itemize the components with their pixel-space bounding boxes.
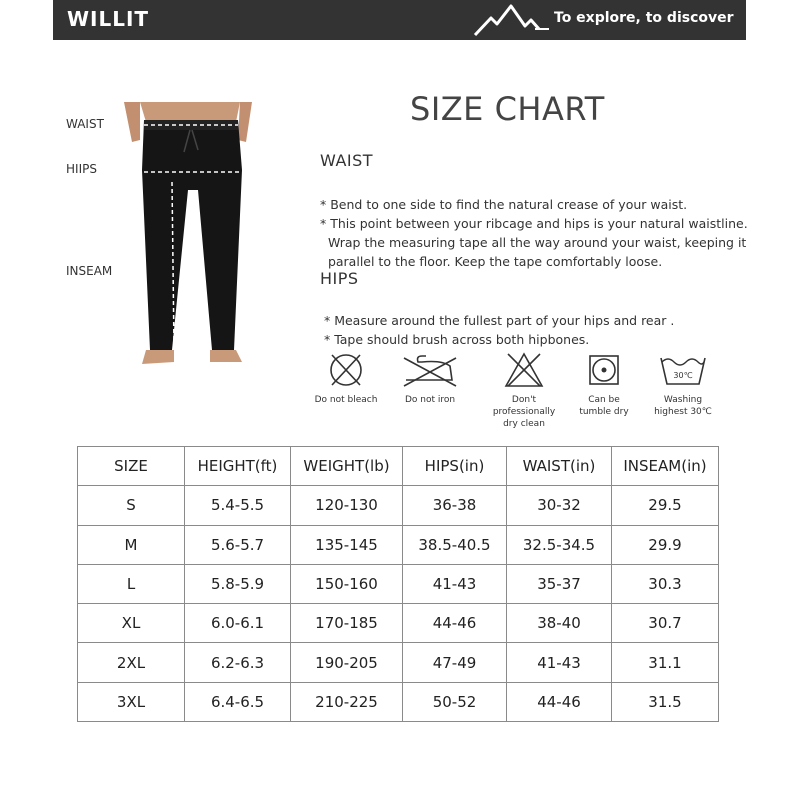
waist-label: WAIST — [66, 117, 104, 131]
table-cell: L — [78, 564, 185, 603]
waist-line: parallel to the floor. Keep the tape comfortably loose. — [320, 254, 663, 269]
table-cell: 30.7 — [612, 604, 719, 643]
hips-line: * Tape should brush across both hipbones. — [320, 332, 590, 347]
page-title: SIZE CHART — [410, 90, 605, 128]
column-header: WEIGHT(lb) — [291, 447, 403, 486]
table-header-row — [78, 447, 719, 486]
table-cell: 2XL — [78, 643, 185, 682]
care-no-dry-clean — [484, 352, 564, 430]
slogan: To explore, to discover — [554, 10, 734, 26]
table-cell: 29.9 — [612, 525, 719, 564]
care-caption: Don't professionally — [492, 395, 556, 417]
hips-line: * Measure around the fullest part of your hips and rear . — [320, 313, 675, 328]
table-cell: 47-49 — [403, 643, 507, 682]
table-cell: 30.3 — [612, 564, 719, 603]
care-do-not-bleach — [306, 352, 386, 406]
table-cell: 5.6-5.7 — [185, 525, 291, 564]
table-cell: 210-225 — [291, 682, 403, 721]
table-cell: 5.4-5.5 — [185, 486, 291, 525]
column-header: HEIGHT(ft) — [185, 447, 291, 486]
waist-line: * This point between your ribcage and hips is your natural waistline. — [320, 216, 748, 231]
table-cell: 150-160 — [291, 564, 403, 603]
table-row — [78, 643, 719, 682]
waist-heading: WAIST — [320, 151, 374, 170]
table-cell: 5.8-5.9 — [185, 564, 291, 603]
column-header: INSEAM(in) — [612, 447, 719, 486]
care-caption: Do not iron — [404, 395, 456, 405]
table-cell: 120-130 — [291, 486, 403, 525]
care-do-not-iron — [390, 352, 470, 406]
washing-temp: 30℃ — [673, 371, 693, 380]
table-cell: 41-43 — [403, 564, 507, 603]
table-cell: 50-52 — [403, 682, 507, 721]
care-caption: tumble dry — [579, 407, 629, 417]
table-cell: 44-46 — [507, 682, 612, 721]
table-cell: 6.0-6.1 — [185, 604, 291, 643]
table-row — [78, 486, 719, 525]
care-tumble-dry — [564, 352, 644, 418]
care-washing — [643, 352, 723, 418]
table-cell: 38.5-40.5 — [403, 525, 507, 564]
waist-line: Wrap the measuring tape all the way around your waist, keeping it — [320, 235, 747, 250]
table-row — [78, 604, 719, 643]
header-banner — [53, 0, 746, 40]
table-cell: 44-46 — [403, 604, 507, 643]
table-cell: 30-32 — [507, 486, 612, 525]
table-cell: 31.5 — [612, 682, 719, 721]
table-cell: 135-145 — [291, 525, 403, 564]
column-header: SIZE — [78, 447, 185, 486]
table-row — [78, 525, 719, 564]
table-cell: 3XL — [78, 682, 185, 721]
do-not-bleach-icon — [326, 352, 366, 388]
care-caption: Do not bleach — [314, 395, 378, 405]
inseam-label: INSEAM — [66, 264, 113, 278]
care-caption: dry clean — [503, 419, 545, 429]
no-dry-clean-icon — [504, 352, 544, 388]
waist-line: * Bend to one side to find the natural crease of your waist. — [320, 197, 688, 212]
table-cell: 36-38 — [403, 486, 507, 525]
column-header: HIPS(in) — [403, 447, 507, 486]
care-caption: Can be — [588, 395, 620, 405]
model-pants-illustration — [118, 100, 258, 370]
table-cell: 6.4-6.5 — [185, 682, 291, 721]
table-cell: 31.1 — [612, 643, 719, 682]
hips-heading: HIPS — [320, 269, 359, 288]
hips-label: HIIPS — [66, 162, 97, 176]
table-cell: M — [78, 525, 185, 564]
table-cell: 6.2-6.3 — [185, 643, 291, 682]
size-table — [77, 446, 719, 722]
tumble-dry-icon — [586, 352, 622, 388]
do-not-iron-icon — [402, 352, 458, 388]
waist-instructions — [320, 176, 748, 290]
table-cell: 29.5 — [612, 486, 719, 525]
table-cell: S — [78, 486, 185, 525]
washing-30-icon — [659, 352, 707, 388]
table-cell: 170-185 — [291, 604, 403, 643]
care-caption: highest 30℃ — [654, 407, 712, 417]
column-header: WAIST(in) — [507, 447, 612, 486]
table-cell: 190-205 — [291, 643, 403, 682]
table-cell: 32.5-34.5 — [507, 525, 612, 564]
table-cell: 38-40 — [507, 604, 612, 643]
table-cell: XL — [78, 604, 185, 643]
brand-logo: WILLIT — [67, 7, 150, 31]
table-cell: 35-37 — [507, 564, 612, 603]
table-row — [78, 564, 719, 603]
mountain-icon — [473, 2, 551, 38]
table-row — [78, 682, 719, 721]
care-caption: Washing — [663, 395, 703, 405]
table-cell: 41-43 — [507, 643, 612, 682]
